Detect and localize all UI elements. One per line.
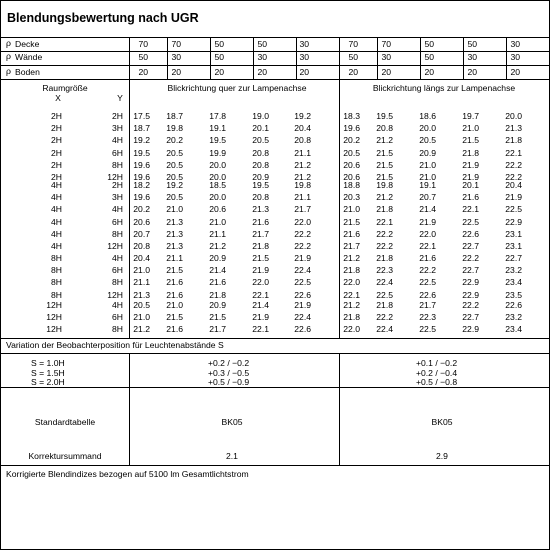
ugr-value-lengthwise: 21.7 [419,300,436,310]
ugr-value-crosswise: 21.1 [209,228,226,239]
ugr-value-lengthwise: 20.6 [343,159,360,170]
ugr-value-lengthwise: 21.8 [376,253,393,263]
reflectance-divider [1,79,549,80]
ugr-value-lengthwise: 23.4 [505,324,522,335]
ugr-value-crosswise: 20.7 [133,228,150,239]
ugr-value-crosswise: 21.5 [209,312,226,323]
variation-title: Variation der Beobachterposition für Leuchtenabstände S [6,340,224,350]
room-y: 2H [112,180,123,190]
variation-spacing: S = 1.0H [31,358,65,368]
ugr-value-lengthwise: 22.2 [419,265,436,276]
variation-crosswise: +0.3 / −0.5 [208,367,250,378]
ugr-value-crosswise: 20.4 [294,123,311,134]
room-x: 2H [51,111,62,121]
ugr-value-lengthwise: 21.5 [376,159,393,170]
ugr-value-crosswise: 21.3 [166,241,183,251]
crosswise-header: Blickrichtung quer zur Lampenachse [167,83,307,93]
ugr-value-crosswise: 20.8 [133,241,150,251]
ugr-value-crosswise: 21.1 [133,277,150,288]
ugr-value-lengthwise: 23.4 [505,277,522,288]
ugr-value-crosswise: 19.9 [209,147,226,158]
ugr-value-lengthwise: 22.1 [505,147,522,158]
reflectance-value: 20 [381,67,391,77]
ugr-value-lengthwise: 22.9 [505,216,522,227]
room-y: 4H [112,204,123,215]
correction-label: Korrektursummand [28,451,102,461]
ugr-value-crosswise: 22.0 [294,216,311,227]
ugr-value-crosswise: 19.6 [133,159,150,170]
ugr-value-lengthwise: 22.2 [505,159,522,170]
ugr-value-crosswise: 19.5 [133,147,150,158]
ugr-value-lengthwise: 21.0 [343,204,360,215]
ugr-value-lengthwise: 20.9 [419,147,436,158]
ugr-value-lengthwise: 21.8 [462,147,479,158]
ugr-value-lengthwise: 20.7 [419,192,436,203]
ugr-value-crosswise: 22.6 [294,324,311,335]
room-x: 4H [51,192,62,203]
ugr-value-crosswise: 20.0 [209,192,226,203]
ugr-value-lengthwise: 22.7 [505,253,522,263]
footer-note: Korrigierte Blendindizes bezogen auf 5100 lm Gesamtlichtstrom [6,469,249,479]
correction-lengthwise: 2.9 [436,451,448,461]
ugr-value-crosswise: 21.1 [294,147,311,158]
room-y: 4H [112,253,123,263]
reflectance-value: 50 [424,52,434,62]
ugr-value-lengthwise: 23.5 [505,289,522,300]
ugr-value-crosswise: 22.2 [294,241,311,251]
ugr-value-crosswise: 20.5 [166,192,183,203]
ugr-value-lengthwise: 22.2 [462,300,479,310]
standard-lengthwise: BK05 [431,417,453,427]
roomsize-divider [129,353,130,465]
variation-divider [1,387,549,388]
ugr-value-crosswise: 21.7 [252,228,269,239]
reflectance-value: 30 [510,52,520,62]
ugr-value-lengthwise: 20.4 [505,180,522,190]
ugr-value-crosswise: 20.0 [209,159,226,170]
ugr-value-lengthwise: 20.6 [343,172,360,182]
ugr-value-crosswise: 21.4 [209,265,226,276]
ugr-value-crosswise: 19.1 [209,123,226,134]
ugr-value-crosswise: 22.1 [252,289,269,300]
ugr-value-crosswise: 18.2 [133,180,150,190]
ugr-value-crosswise: 22.2 [294,228,311,239]
ugr-value-lengthwise: 19.7 [462,111,479,121]
ugr-value-lengthwise: 22.5 [505,204,522,215]
ugr-value-lengthwise: 20.8 [376,123,393,134]
ugr-value-crosswise: 21.9 [252,312,269,323]
ugr-value-lengthwise: 22.6 [505,300,522,310]
ugr-value-lengthwise: 22.2 [376,312,393,323]
ugr-value-lengthwise: 20.5 [343,147,360,158]
ugr-value-crosswise: 21.3 [166,216,183,227]
ugr-value-crosswise: 21.6 [252,216,269,227]
room-y: 2H [112,111,123,121]
ugr-value-lengthwise: 22.0 [343,277,360,288]
reflectance-value: 20 [138,67,148,77]
ugr-value-lengthwise: 20.5 [419,135,436,146]
ugr-value-crosswise: 21.0 [166,300,183,310]
ugr-value-lengthwise: 23.2 [505,265,522,276]
ugr-value-crosswise: 20.9 [209,300,226,310]
reflectance-value: 30 [299,39,309,49]
room-y: 3H [112,192,123,203]
standard-label: Standardtabelle [34,417,96,427]
reflectance-value: 30 [257,52,267,62]
variation-lengthwise: +0.1 / −0.2 [416,358,458,368]
ugr-value-crosswise: 21.7 [209,324,226,335]
ugr-value-lengthwise: 19.5 [376,111,393,121]
ugr-value-crosswise: 20.4 [133,253,150,263]
ugr-value-lengthwise: 21.2 [343,253,360,263]
ugr-value-crosswise: 19.8 [294,180,311,190]
ugr-value-crosswise: 19.6 [133,192,150,203]
ugr-value-lengthwise: 22.4 [376,324,393,335]
ugr-value-crosswise: 18.7 [166,111,183,121]
ugr-value-lengthwise: 21.0 [462,123,479,134]
ugr-value-lengthwise: 22.0 [419,228,436,239]
reflectance-value: 50 [214,39,224,49]
ugr-value-lengthwise: 23.1 [505,241,522,251]
ugr-value-crosswise: 21.6 [209,277,226,288]
ugr-value-crosswise: 19.2 [133,135,150,146]
ugr-value-crosswise: 21.3 [133,289,150,300]
ugr-value-lengthwise: 22.1 [343,289,360,300]
ugr-value-lengthwise: 19.6 [343,123,360,134]
ugr-value-crosswise: 19.2 [166,180,183,190]
variation-spacing: S = 1.5H [31,367,65,378]
room-x: 12H [46,324,62,335]
ugr-value-lengthwise: 22.0 [343,324,360,335]
lengthwise-header: Blickrichtung längs zur Lampenachse [372,83,516,93]
room-y: 8H [112,228,123,239]
reflectance-value: 50 [138,52,148,62]
room-y: 6H [112,216,123,227]
ugr-value-crosswise: 22.4 [294,265,311,276]
ugr-value-crosswise: 21.0 [133,312,150,323]
ugr-value-lengthwise: 22.2 [376,241,393,251]
room-x: 2H [51,123,62,134]
ugr-value-lengthwise: 18.3 [343,111,360,121]
ugr-value-lengthwise: 22.7 [462,265,479,276]
ugr-value-crosswise: 21.5 [166,312,183,323]
room-y: 12H [107,241,123,251]
reflectance-value: 20 [510,67,520,77]
ugr-value-lengthwise: 21.2 [376,135,393,146]
ugr-value-crosswise: 21.8 [252,241,269,251]
reflectance-value: 30 [467,52,477,62]
variation-title-divider [1,353,549,354]
reflectance-value: 20 [257,67,267,77]
reflectance-value: 20 [467,67,477,77]
rho-symbol: ρ [6,52,12,62]
ugr-value-lengthwise: 21.9 [462,159,479,170]
ugr-value-lengthwise: 20.0 [419,123,436,134]
ugr-value-lengthwise: 21.3 [505,123,522,134]
room-y: 3H [112,123,123,134]
ugr-value-crosswise: 21.6 [166,277,183,288]
ugr-value-lengthwise: 22.3 [376,265,393,276]
ugr-value-crosswise: 19.2 [294,111,311,121]
ugr-value-crosswise: 21.7 [294,204,311,215]
ugr-value-lengthwise: 18.8 [343,180,360,190]
x-header: X [55,93,61,103]
ugr-value-crosswise: 21.1 [166,253,183,263]
ugr-value-lengthwise: 20.3 [343,192,360,203]
variation-crosswise: +0.5 / −0.9 [208,377,250,387]
ugr-value-lengthwise: 21.2 [376,192,393,203]
room-y: 6H [112,147,123,158]
ugr-value-crosswise: 19.0 [252,111,269,121]
variation-lengthwise: +0.5 / −0.8 [416,377,458,387]
reflectance-value: 20 [348,67,358,77]
ugr-value-lengthwise: 22.9 [462,277,479,288]
rho-symbol: ρ [6,39,12,49]
reflectance-value: 30 [510,39,520,49]
reflectance-value: 50 [424,39,434,49]
ugr-value-crosswise: 17.8 [209,111,226,121]
title-divider [1,37,549,38]
ugr-value-lengthwise: 23.1 [505,228,522,239]
ugr-value-lengthwise: 22.1 [462,204,479,215]
room-x: 4H [51,216,62,227]
ugr-value-crosswise: 21.2 [133,324,150,335]
ugr-value-lengthwise: 22.1 [419,241,436,251]
ugr-value-crosswise: 21.9 [294,300,311,310]
ugr-value-crosswise: 20.2 [166,135,183,146]
ugr-value-lengthwise: 21.7 [343,241,360,251]
ugr-value-lengthwise: 22.9 [462,289,479,300]
ugr-value-crosswise: 20.5 [166,159,183,170]
ugr-value-crosswise: 19.8 [166,123,183,134]
ugr-value-lengthwise: 22.5 [419,324,436,335]
ugr-value-crosswise: 19.5 [209,135,226,146]
ugr-value-lengthwise: 22.6 [462,228,479,239]
room-x: 4H [51,204,62,215]
ugr-value-crosswise: 21.2 [294,172,311,182]
room-y: 12H [107,289,123,300]
reflectance-label: Wände [15,52,43,62]
ugr-value-crosswise: 19.5 [252,180,269,190]
ugr-value-crosswise: 21.9 [252,265,269,276]
ugr-value-lengthwise: 21.6 [343,228,360,239]
ugr-value-lengthwise: 22.2 [462,253,479,263]
room-y: 6H [112,312,123,323]
reflectance-value: 70 [171,39,181,49]
ugr-value-crosswise: 20.8 [252,159,269,170]
room-x: 12H [46,300,62,310]
ugr-value-lengthwise: 21.6 [462,192,479,203]
ugr-value-crosswise: 17.5 [133,111,150,121]
variation-crosswise: +0.2 / −0.2 [208,358,250,368]
ugr-value-crosswise: 20.8 [294,135,311,146]
standard-crosswise: BK05 [221,417,243,427]
ugr-value-crosswise: 21.3 [252,204,269,215]
ugr-value-crosswise: 20.9 [252,172,269,182]
reflectance-value: 20 [214,67,224,77]
ugr-value-lengthwise: 21.8 [505,135,522,146]
ugr-value-crosswise: 21.6 [166,289,183,300]
ugr-value-lengthwise: 21.9 [505,192,522,203]
reflectance-value: 20 [299,67,309,77]
table-end-divider [1,338,549,339]
reflectance-value: 50 [348,52,358,62]
room-y: 8H [112,277,123,288]
correction-crosswise: 2.1 [226,451,238,461]
ugr-value-lengthwise: 21.4 [419,204,436,215]
ugr-value-lengthwise: 22.5 [462,216,479,227]
ugr-value-crosswise: 20.5 [166,147,183,158]
ugr-value-crosswise: 20.5 [166,172,183,182]
room-x: 8H [51,253,62,263]
ugr-value-crosswise: 20.6 [133,216,150,227]
ugr-value-lengthwise: 22.9 [462,324,479,335]
page-title: Blendungsbewertung nach UGR [7,11,199,25]
ugr-value-lengthwise: 22.7 [462,241,479,251]
reflectance-value: 30 [171,52,181,62]
ugr-value-lengthwise: 21.5 [462,135,479,146]
room-x: 2H [51,159,62,170]
ugr-value-crosswise: 19.6 [133,172,150,182]
ugr-value-lengthwise: 22.5 [376,289,393,300]
ugr-value-crosswise: 20.8 [252,147,269,158]
ugr-value-lengthwise: 22.4 [376,277,393,288]
ugr-value-lengthwise: 21.0 [419,172,436,182]
room-x: 4H [51,228,62,239]
ugr-value-crosswise: 21.0 [209,216,226,227]
standard-divider [1,465,549,466]
ugr-value-crosswise: 22.0 [252,277,269,288]
ugr-value-crosswise: 20.2 [133,204,150,215]
room-x: 2H [51,172,62,182]
ugr-value-crosswise: 18.7 [133,123,150,134]
ugr-value-crosswise: 21.4 [252,300,269,310]
ugr-value-crosswise: 20.5 [133,300,150,310]
ugr-value-lengthwise: 21.5 [343,216,360,227]
ugr-value-lengthwise: 21.2 [343,300,360,310]
ugr-value-lengthwise: 21.8 [343,312,360,323]
ugr-value-crosswise: 21.8 [209,289,226,300]
ugr-value-lengthwise: 22.2 [505,172,522,182]
variation-lengthwise: +0.2 / −0.4 [416,367,458,378]
room-y: 6H [112,265,123,276]
room-y: 4H [112,300,123,310]
ugr-value-lengthwise: 21.5 [376,147,393,158]
ugr-value-lengthwise: 19.8 [376,180,393,190]
ugr-value-crosswise: 21.6 [166,324,183,335]
reflectance-value: 50 [257,39,267,49]
y-header: Y [117,93,123,103]
ugr-value-crosswise: 22.4 [294,312,311,323]
room-x: 8H [51,289,62,300]
ugr-value-lengthwise: 21.5 [376,172,393,182]
rho-symbol: ρ [6,67,12,77]
reflectance-value: 50 [214,52,224,62]
row-divider [1,65,549,66]
ugr-value-lengthwise: 21.8 [376,300,393,310]
ugr-value-lengthwise: 19.1 [419,180,436,190]
reflectance-value: 70 [138,39,148,49]
room-x: 4H [51,180,62,190]
ugr-value-lengthwise: 20.2 [343,135,360,146]
ugr-value-lengthwise: 22.7 [462,312,479,323]
room-x: 8H [51,277,62,288]
ugr-value-crosswise: 21.5 [166,265,183,276]
ugr-value-crosswise: 18.5 [209,180,226,190]
reflectance-label: Boden [15,67,40,77]
ugr-value-lengthwise: 22.2 [376,228,393,239]
room-x: 12H [46,312,62,323]
ugr-value-crosswise: 21.3 [166,228,183,239]
ugr-value-lengthwise: 20.0 [505,111,522,121]
room-x: 2H [51,147,62,158]
ugr-value-lengthwise: 21.9 [419,216,436,227]
reflectance-value: 20 [171,67,181,77]
reflectance-value: 30 [299,52,309,62]
room-x: 2H [51,135,62,146]
reflectance-value: 30 [381,52,391,62]
ugr-value-crosswise: 21.2 [294,159,311,170]
room-x: 4H [51,241,62,251]
reflectance-value: 50 [467,39,477,49]
ugr-value-crosswise: 21.9 [294,253,311,263]
ugr-value-crosswise: 20.6 [209,204,226,215]
ugr-value-lengthwise: 21.9 [462,172,479,182]
reflectance-label: Decke [15,39,40,49]
ugr-value-lengthwise: 22.3 [419,312,436,323]
ugr-value-lengthwise: 22.6 [419,289,436,300]
ugr-value-crosswise: 21.2 [209,241,226,251]
ugr-value-lengthwise: 21.8 [343,265,360,276]
ugr-value-lengthwise: 18.6 [419,111,436,121]
ugr-value-lengthwise: 22.1 [376,216,393,227]
ugr-value-crosswise: 20.0 [209,172,226,182]
ugr-value-crosswise: 21.0 [133,265,150,276]
ugr-value-lengthwise: 22.5 [419,277,436,288]
room-y: 4H [112,135,123,146]
reflectance-value: 70 [381,39,391,49]
ugr-value-crosswise: 21.1 [294,192,311,203]
room-y: 12H [107,172,123,182]
ugr-value-lengthwise: 21.0 [419,159,436,170]
reflectance-value: 70 [348,39,358,49]
direction-divider [339,353,340,465]
ugr-value-crosswise: 20.1 [252,123,269,134]
variation-spacing: S = 2.0H [31,377,65,387]
ugr-value-crosswise: 21.5 [252,253,269,263]
room-y: 8H [112,324,123,335]
room-size-header: Raumgröße [42,83,88,93]
reflectance-value: 20 [424,67,434,77]
ugr-value-lengthwise: 23.2 [505,312,522,323]
ugr-value-lengthwise: 21.6 [419,253,436,263]
room-y: 8H [112,159,123,170]
ugr-value-crosswise: 22.1 [252,324,269,335]
ugr-value-crosswise: 20.9 [209,253,226,263]
ugr-value-crosswise: 22.6 [294,289,311,300]
ugr-value-crosswise: 20.5 [252,135,269,146]
ugr-value-crosswise: 22.5 [294,277,311,288]
ugr-value-lengthwise: 21.8 [376,204,393,215]
ugr-value-crosswise: 21.0 [166,204,183,215]
ugr-value-crosswise: 20.8 [252,192,269,203]
room-x: 8H [51,265,62,276]
ugr-value-lengthwise: 20.1 [462,180,479,190]
